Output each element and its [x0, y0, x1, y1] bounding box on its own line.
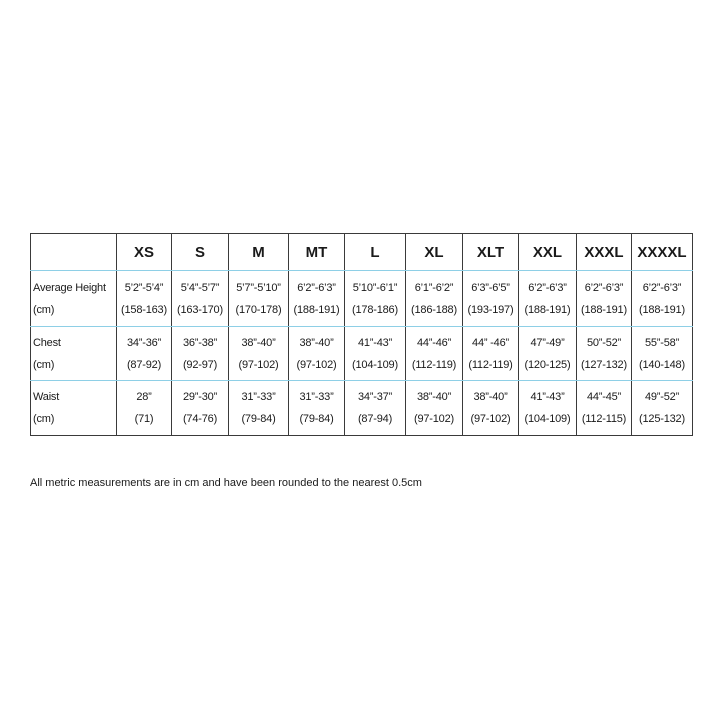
row-label: Waist: [33, 391, 60, 403]
measurement-cell: [117, 271, 172, 327]
metric-value: (188-191): [639, 303, 685, 316]
imperial-value: 38”-40”: [416, 391, 452, 403]
size-header-cell: L: [345, 234, 406, 271]
measurement-cell: [519, 327, 577, 381]
measurement-cell: [345, 271, 406, 327]
imperial-value: 6’1”-6’2”: [414, 281, 454, 294]
metric-value: (112-115): [581, 413, 627, 425]
row-label: Average Height: [33, 281, 106, 294]
imperial-value: 5’10”-6’1”: [352, 281, 398, 294]
metric-value: (97-102): [470, 413, 511, 425]
metric-value: (112-119): [411, 358, 457, 371]
metric-value: (97-102): [238, 358, 279, 371]
imperial-value: 44”-45”: [586, 391, 622, 403]
measurement-cell: [519, 271, 577, 327]
measurement-cell: [172, 381, 229, 436]
measurement-cell: [463, 381, 519, 436]
measurement-cell: [632, 271, 693, 327]
measurement-cell: [229, 327, 289, 381]
imperial-value: 28”: [136, 391, 152, 403]
table-row: [31, 327, 693, 381]
metric-value: (74-76): [182, 413, 218, 425]
imperial-value: 5’4”-5’7”: [180, 281, 220, 294]
measurement-cell: [406, 271, 463, 327]
imperial-value: 38”-40”: [241, 336, 276, 349]
imperial-value: 6’2”-6’3”: [297, 281, 336, 294]
size-chart-table: [30, 233, 693, 436]
measurement-cell: [289, 327, 345, 381]
imperial-value: 38”-40”: [299, 336, 334, 349]
imperial-value: 41”-43”: [357, 336, 393, 349]
metric-value: (188-191): [524, 303, 571, 316]
measurement-cell: [172, 271, 229, 327]
metric-value: (188-191): [293, 303, 340, 316]
measurement-cell: [172, 327, 229, 381]
row-label-cell: [31, 327, 117, 381]
imperial-value: 44”-46”: [416, 336, 452, 349]
measurement-cell: [345, 327, 406, 381]
measurement-cell: [406, 327, 463, 381]
metric-value: (104-109): [524, 413, 571, 425]
metric-value: (186-188): [411, 303, 457, 316]
size-header-cell: M: [229, 234, 289, 271]
size-header-cell: XS: [117, 234, 172, 271]
measurement-cell: [463, 271, 519, 327]
measurement-cell: [229, 271, 289, 327]
metric-value: (163-170): [177, 303, 223, 316]
imperial-value: 44” -46”: [472, 336, 509, 349]
metric-value: (79-84): [241, 413, 276, 425]
size-header-cell: S: [172, 234, 229, 271]
measurement-cell: [345, 381, 406, 436]
metric-value: (112-119): [468, 358, 513, 371]
metric-value: (170-178): [235, 303, 282, 316]
measurement-cell: [577, 327, 632, 381]
metric-footnote: All metric measurements are in cm and have been rounded to the nearest 0.5cm: [30, 477, 422, 489]
row-label-unit: (cm): [33, 358, 55, 371]
measurement-cell: [577, 271, 632, 327]
imperial-value: 6’2”-6’3”: [528, 281, 567, 294]
header-corner-cell: [31, 234, 117, 271]
row-label-cell: [31, 381, 117, 436]
measurement-cell: [289, 271, 345, 327]
metric-value: (71): [134, 413, 154, 425]
imperial-value: 5’7”-5’10”: [236, 281, 281, 294]
imperial-value: 29”-30”: [182, 391, 218, 403]
measurement-cell: [229, 381, 289, 436]
size-header-cell: MT: [289, 234, 345, 271]
imperial-value: 6’2”-6’3”: [584, 281, 624, 294]
row-label-unit: (cm): [33, 303, 55, 316]
measurement-cell: [406, 381, 463, 436]
metric-value: (125-132): [639, 413, 685, 425]
metric-value: (97-102): [296, 358, 337, 371]
size-header-row: [31, 234, 693, 271]
metric-value: (87-92): [126, 358, 162, 371]
table-row: [31, 381, 693, 436]
metric-value: (140-148): [639, 358, 685, 371]
metric-value: (120-125): [524, 358, 571, 371]
row-label: Chest: [33, 336, 61, 349]
row-label-cell: [31, 271, 117, 327]
metric-value: (97-102): [414, 413, 454, 425]
imperial-value: 47”-49”: [530, 336, 565, 349]
imperial-value: 36”-38”: [182, 336, 218, 349]
imperial-value: 34”-36”: [126, 336, 162, 349]
measurement-cell: [289, 381, 345, 436]
measurement-cell: [117, 381, 172, 436]
metric-value: (158-163): [121, 303, 167, 316]
metric-value: (104-109): [352, 358, 398, 371]
imperial-value: 55”-58”: [644, 336, 680, 349]
measurement-cell: [632, 381, 693, 436]
metric-value: (178-186): [352, 303, 398, 316]
metric-value: (127-132): [581, 358, 627, 371]
imperial-value: 31”-33”: [241, 391, 276, 403]
measurement-cell: [463, 327, 519, 381]
size-header-cell: XXL: [519, 234, 577, 271]
imperial-value: 41”-43”: [530, 391, 565, 403]
size-header-cell: XXXXL: [632, 234, 693, 271]
imperial-value: 31”-33”: [299, 391, 334, 403]
metric-value: (79-84): [299, 413, 334, 425]
imperial-value: 6’2”-6’3”: [642, 281, 682, 294]
size-header-cell: XLT: [463, 234, 519, 271]
imperial-value: 50”-52”: [586, 336, 622, 349]
row-label-unit: (cm): [33, 413, 55, 425]
size-header-cell: XXXL: [577, 234, 632, 271]
metric-value: (188-191): [581, 303, 627, 316]
size-header-cell: XL: [406, 234, 463, 271]
imperial-value: 5’2”-5’4”: [124, 281, 164, 294]
metric-value: (87-94): [357, 413, 393, 425]
table-row: [31, 271, 693, 327]
metric-value: (193-197): [467, 303, 514, 316]
imperial-value: 6’3”-6’5”: [471, 281, 510, 294]
measurement-cell: [117, 327, 172, 381]
imperial-value: 38”-40”: [473, 391, 508, 403]
imperial-value: 49”-52”: [644, 391, 680, 403]
measurement-cell: [519, 381, 577, 436]
measurement-cell: [632, 327, 693, 381]
measurement-cell: [577, 381, 632, 436]
metric-value: (92-97): [182, 358, 218, 371]
imperial-value: 34”-37”: [357, 391, 393, 403]
